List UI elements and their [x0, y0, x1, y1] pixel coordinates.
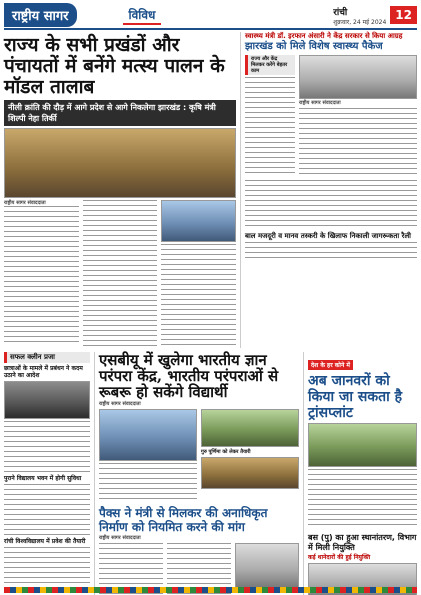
left-story2-headline: पुराने विद्यालय भवन में होगी सुविधा — [4, 475, 82, 482]
lead-body-col3 — [161, 244, 236, 348]
health-story — [245, 32, 417, 348]
left-story1-headline: छात्राओं के मामले में प्रबंधन ने कदम उठाने का आदेश — [4, 365, 83, 379]
left-column — [4, 352, 90, 595]
health-box: राज्य और केंद्र मिलकर करेंगे बेहतर काम — [245, 55, 295, 75]
section-title: विविध — [123, 6, 162, 25]
side-news-headline: बाल मजदूरी व मानव तस्करी के खिलाफ निकाली जागरूकता रैली — [245, 232, 411, 240]
lead-byline: राष्ट्रीय सागर संवाददाता — [4, 200, 46, 206]
police-subheadline: कई थानेदारों की हुई नियुक्ति — [308, 554, 371, 561]
paddy-headline: पैक्स ने मंत्री से मिलकर की अनाधिकृत निर्माण को नियमित करने की मांग — [99, 506, 268, 534]
left-photo — [4, 381, 90, 419]
lead-inset-photo — [161, 200, 236, 242]
health-byline: राष्ट्रीय सागर संवाददाता — [299, 100, 341, 106]
masthead-meta — [333, 5, 417, 26]
center-block — [99, 352, 299, 595]
health-body-col2 — [299, 108, 417, 178]
page-number: 12 — [390, 6, 417, 24]
masthead — [4, 2, 417, 30]
paddy-photo — [235, 543, 299, 589]
university-photo-3 — [201, 457, 299, 489]
city-label: रांची — [333, 7, 348, 18]
university-photo-1 — [99, 409, 197, 461]
university-photo-2 — [201, 409, 299, 447]
left-story2-body — [4, 484, 90, 536]
left-box-title: सफल क्लीन प्रजा — [4, 352, 90, 363]
left-story1-body — [4, 421, 90, 473]
health-kicker: स्वास्थ्य मंत्री डॉ. इरफान अंसारी ने केंद्र सरकार से किया आग्रह — [245, 32, 403, 40]
lead-body-col2 — [83, 200, 158, 346]
lead-subheadline: नीली क्रांति की दौड़ में आगे प्रदेश से आगे निकलेगा झारखंड : कृषि मंत्री शिल्पी नेहा तिर्की — [4, 100, 236, 126]
animals-photo — [308, 423, 417, 467]
left-story3-headline: रांची विश्वविद्यालय में प्रवेश की तैयारी — [4, 538, 86, 545]
animals-headline: अब जानवरों को किया जा सकता है ट्रांसप्लांट — [308, 373, 403, 421]
animals-body — [308, 469, 417, 529]
health-body-col1 — [245, 77, 295, 177]
health-headline: झारखंड को मिले विशेष स्वास्थ्य पैकेज — [245, 41, 383, 52]
health-body-bottom — [245, 180, 417, 230]
footer-color-bar — [4, 587, 417, 593]
date-label: शुक्रवार, 24 मई 2024 — [333, 18, 387, 26]
right-column — [308, 352, 417, 595]
animals-tag: देश के हर कोने में — [308, 360, 353, 370]
university-body-1 — [99, 463, 197, 503]
brand-logo: राष्ट्रीय सागर — [4, 3, 77, 27]
lead-photo — [4, 128, 236, 198]
lead-headline: राज्य के सभी प्रखंडों और पंचायतों में बनेंगे मत्स्य पालन के मॉडल तालाब — [4, 34, 225, 98]
lead-body-col1 — [4, 206, 79, 346]
lead-story — [4, 32, 236, 348]
university-headline: एसबीयू में खुलेगा भारतीय ज्ञान परंपरा केंद्र, भारतीय परंपराओं से रूबरू हो सकेंगे विद्यार्थी — [99, 351, 279, 401]
minister-photo — [299, 55, 417, 99]
paddy-byline: राष्ट्रीय सागर संवाददाता — [99, 535, 141, 541]
mid-story-headline: गुरु पूर्णिमा को लेकर तैयारी — [201, 449, 251, 455]
university-byline: राष्ट्रीय सागर संवाददाता — [99, 401, 141, 407]
police-headline: बस (पु) का हुआ स्थानांतरण, विभाग में मिली नियुक्ति — [308, 533, 417, 552]
side-news-body — [245, 242, 417, 262]
